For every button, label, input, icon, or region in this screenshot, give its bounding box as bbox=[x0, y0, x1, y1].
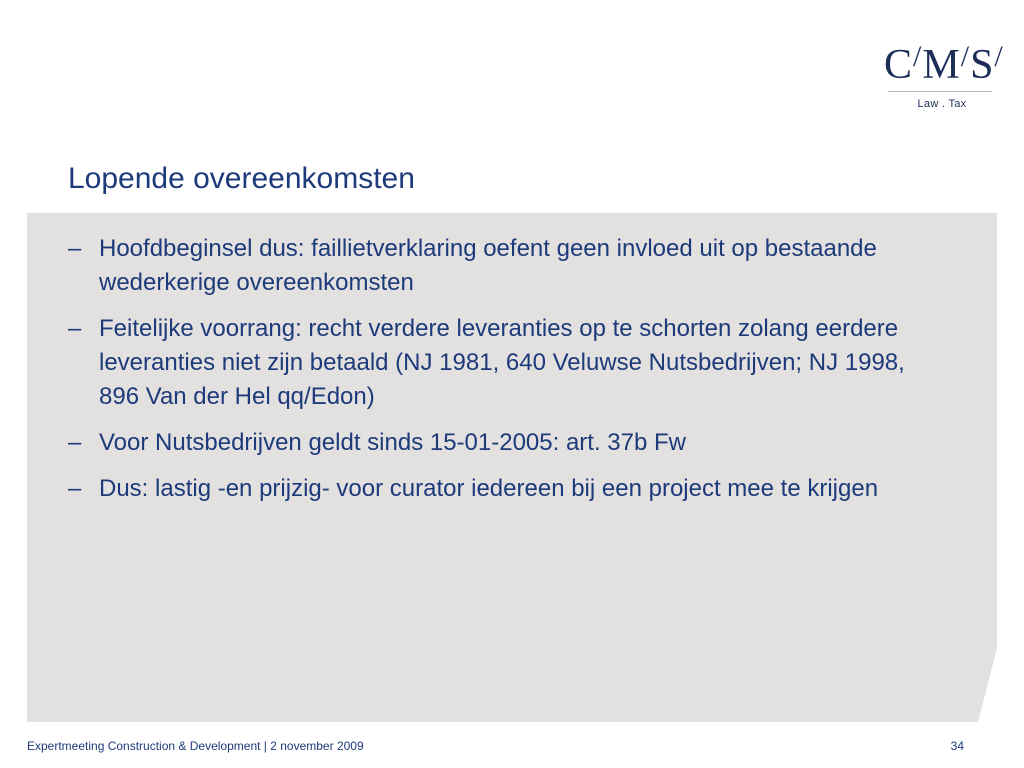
logo-tagline: Law . Tax bbox=[917, 98, 967, 110]
bullet-marker: – bbox=[68, 429, 82, 456]
cms-logo-mark bbox=[884, 40, 1003, 94]
bullet-item bbox=[68, 232, 948, 300]
bullet-marker: – bbox=[68, 315, 82, 342]
bullet-list bbox=[68, 232, 948, 518]
bullet-text: Hoofdbeginsel dus: faillietverklaring oefent geen invloed uit op bestaande wederkerige overeenkomsten bbox=[99, 235, 877, 296]
logo-letter-c: C bbox=[884, 42, 913, 88]
bullet-item bbox=[68, 426, 948, 460]
logo-letter-s: S bbox=[970, 42, 994, 88]
bullet-marker: – bbox=[68, 475, 82, 502]
page-number: 34 bbox=[950, 739, 964, 753]
bullet-item bbox=[68, 312, 948, 414]
slide-title: Lopende overeenkomsten bbox=[68, 162, 415, 195]
bullet-text: Dus: lastig -en prijzig- voor curator iedereen bij een project mee te krijgen bbox=[99, 475, 879, 502]
logo-letter-m: M bbox=[922, 42, 960, 88]
bullet-marker: – bbox=[68, 235, 82, 262]
cms-logo bbox=[884, 40, 1003, 116]
bullet-item bbox=[68, 472, 948, 506]
bullet-text: Feitelijke voorrang: recht verdere leveranties op te schorten zolang eerdere leveranties niet zijn betaald (NJ 1981, 640 Veluwse Nutsbedrijven; NJ 1998, 896 Van der Hel qq/Edon) bbox=[99, 315, 905, 410]
bullet-text: Voor Nutsbedrijven geldt sinds 15-01-2005: art. 37b Fw bbox=[99, 429, 687, 456]
logo-slash: / bbox=[994, 40, 1003, 73]
logo-slash: / bbox=[913, 40, 922, 73]
logo-divider bbox=[888, 91, 992, 92]
footer-text: Expertmeeting Construction & Development | 2 november 2009 bbox=[27, 739, 364, 753]
logo-slash: / bbox=[960, 40, 970, 73]
